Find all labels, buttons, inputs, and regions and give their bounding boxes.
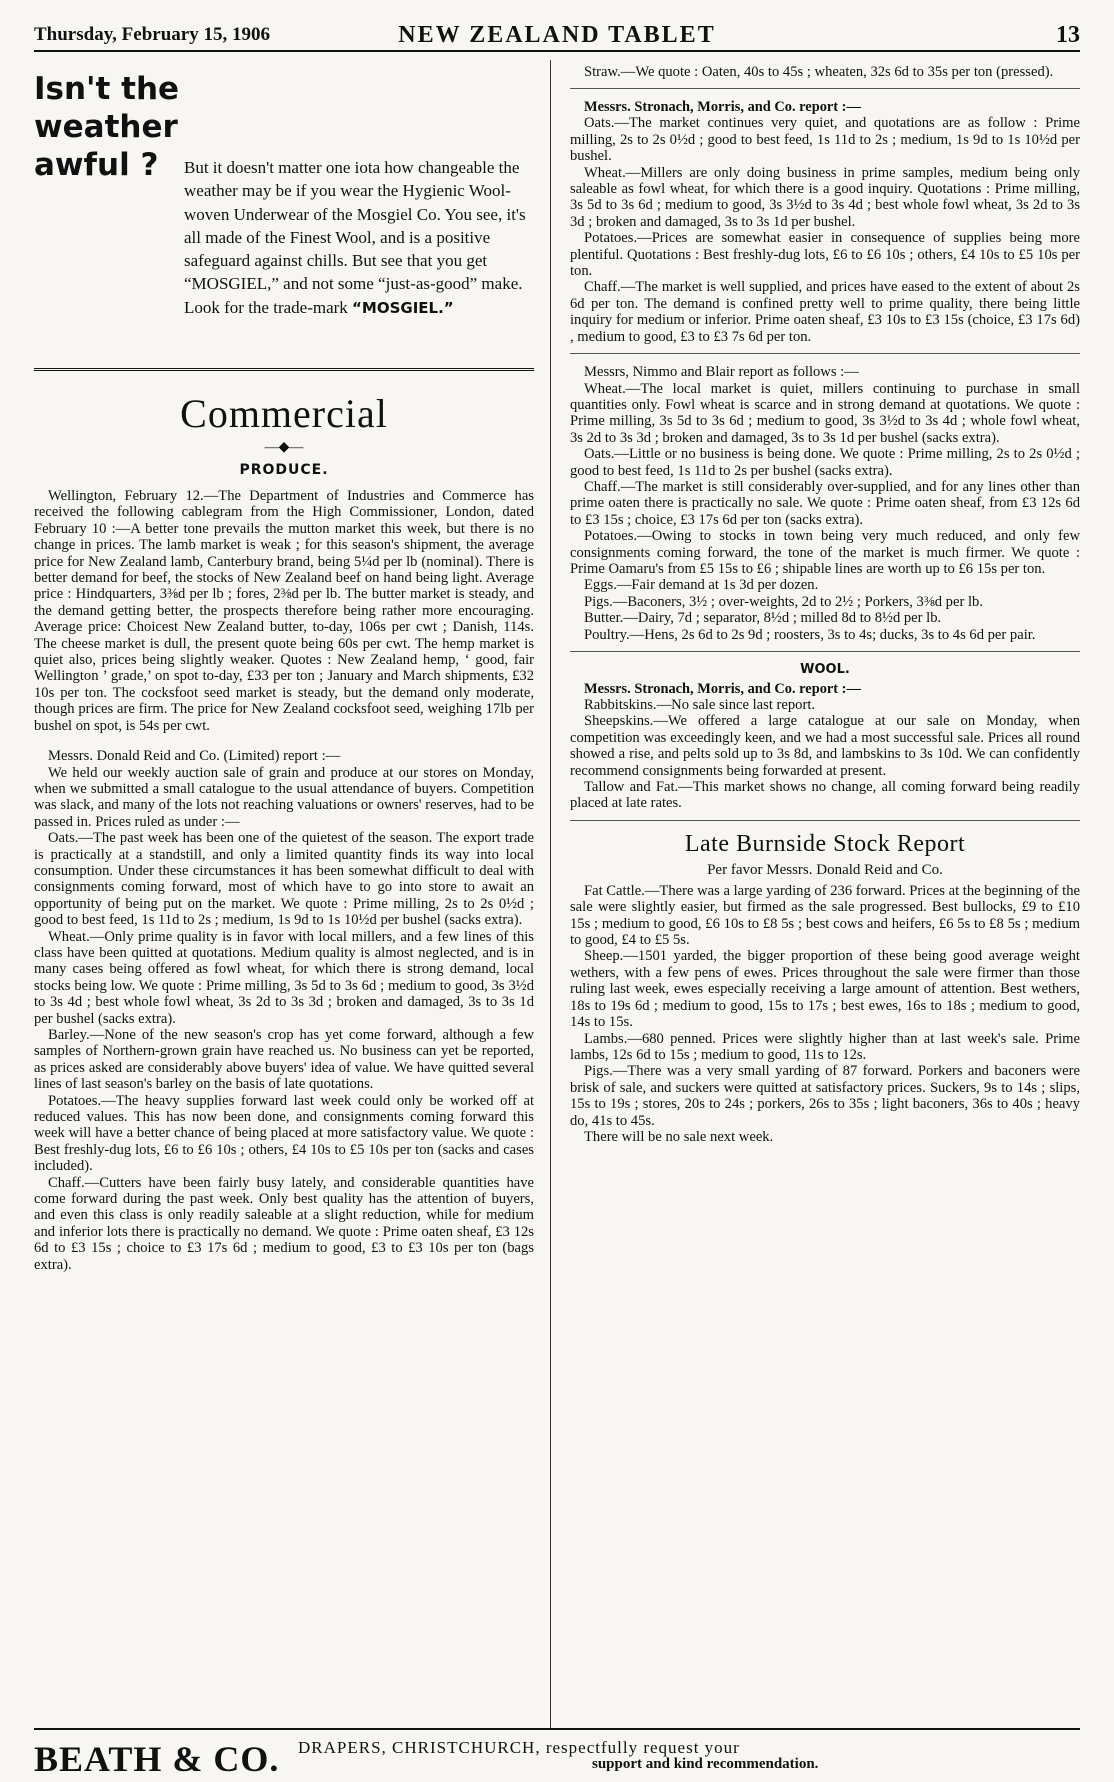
wellington-report: Wellington, February 12.—The Department of Industries and Commerce has received the following cablegram from the High Commissioner, London, dated February 10 :—A better tone prevails the mutton market this week, but there is no change in prices. The lamb market is weak ; for this season's shipment, the average price for New Zealand lamb, Canterbury brand, being 5¼d per lb (nominal). There is better demand for beef, the stocks of New Zealand beef on hand being light. Average price : Hindquarters, 3⅜d per lb ; fores, 2⅜d per lb. The butter market is steady, and the demand getting better, the prospects therefore being rather more encouraging. Average price: Choicest New Zealand butter, to-day, 106s per cwt ; Danish, 114s. The cheese market is dull, the present quote being 60s per cwt. The hemp market is quiet also, prices being slightly weaker. Quotes : New Zealand hemp, ‘ good, fair Wellington ’ grade,’ on spot to-day, £33 per ton ; January and March shipments, £32 10s per ton. The cocksfoot seed market is steady, but the demand only moderate, though prices are firm. The price for New Zealand cocksfoot seed, weighing 17lb per bushel on spot, is 54s per cwt. — [34, 488, 534, 734]
footer-advertisement — [34, 1728, 1080, 1780]
stronach-heading: Messrs. Stronach, Morris, and Co. report :— — [584, 99, 861, 116]
donald-reid-paragraph: Straw.—We quote : Oaten, 40s to 45s ; wheaten, 32s 6d to 35s per ton (pressed). — [584, 64, 1054, 80]
right-column — [570, 64, 1080, 1145]
donald-reid-paragraph: Wheat.—Only prime quality is in favor with local millers, and a few lines of this class have been quitted at quotations. Medium quality is almost neglected, and is in many cases being offered as fowl wheat, for which there is strong demand, local stocks being low. We quote : Prime milling, 3s 5d to 3s 6d ; medium to good, 3s 3½d to 3s 4d ; best whole fowl wheat, 3s 2d to 3s 3d ; broken and damaged, 3s to 3s 1d per bushel (sacks extra). — [34, 928, 534, 1027]
footer-tagline: DRAPERS, CHRISTCHURCH, respectfully request your — [298, 1738, 740, 1757]
nimmo-paragraph: Eggs.—Fair demand at 1s 3d per dozen. — [584, 577, 819, 594]
nimmo-paragraph: Oats.—Little or no business is being done. We quote : Prime milling, 2s to 2s 0½d ; good to best feed, 1s 11d to 2s per bushel (sacks extra). — [570, 446, 1080, 479]
burnside-paragraph: Fat Cattle.—There was a large yarding of 236 forward. Prices at the beginning of the sale were slightly easier, but firmed as the sale progressed. Best bullocks, £9 to £10 15s ; medium to good, £6 10s to £8 5s ; best cows and heifers, £6 5s to £8 5s ; medium to good, £4 to £5 5s. — [570, 882, 1080, 949]
footer-tagline-2: support and kind recommendation. — [592, 1756, 819, 1772]
issue-date: Thursday, February 15, 1906 — [34, 24, 270, 45]
burnside-paragraph: There will be no sale next week. — [584, 1128, 774, 1145]
section-divider — [570, 651, 1080, 652]
stronach-paragraph: Potatoes.—Prices are somewhat easier in consequence of supplies being more plentiful. Quotations : Best freshly-dug lots, £6 to £6 10s ; others, £4 10s to £5 10s per ton. — [570, 230, 1080, 280]
mosgiel-advertisement — [34, 64, 534, 370]
wool-paragraph: Rabbitskins.—No sale since last report. — [584, 697, 816, 713]
column-divider — [550, 60, 551, 1728]
nimmo-paragraph: Potatoes.—Owing to stocks in town being very much reduced, and only few consignments coming forward, the tone of the market is much firmer. We quote : Prime Oamaru's from £5 15s to £6 ; shipable lines are worth up to £6 15s per ton. — [570, 528, 1080, 577]
burnside-paragraph: Pigs.—There was a very small yarding of 87 forward. Porkers and baconers were brisk of sale, and suckers were quitted at satisfactory prices. Suckers, 9s to 14s ; slips, 15s to 19s ; stores, 20s to 24s ; porkers, 26s to 35s ; light baconers, 36s to 40s ; heavy do, 41s to 45s. — [570, 1063, 1080, 1129]
wool-report-heading: Messrs. Stronach, Morris, and Co. report :— — [584, 681, 861, 697]
donald-reid-paragraph: Oats.—The past week has been one of the quietest of the season. The export trade is practically at a standstill, and only a limited quantity finds its way into local consumption. Under these circumstances it has been somewhat difficult to deal with consignments coming forward, most of which have to go into store to await an opportunity of being put on the market. We quote : Prime milling, 2s to 2s 0½d ; good to best feed, 1s 11d to 2s ; medium, 1s 9d to 1s 10½d per bushel (sacks extra). — [34, 830, 534, 929]
produce-heading: PRODUCE. — [239, 462, 329, 478]
section-divider — [570, 353, 1080, 354]
stronach-paragraph: Wheat.—Millers are only doing business in prime samples, medium being only saleable as fowl wheat, for which there is a good inquiry. Quotations : Prime milling, 3s 5d to 3s 6d ; medium to good, 3s 3½d to 3s 4d ; best whole fowl wheat, 3s 2d to 3s 3d ; broken and damaged, 3s to 3s 1d per bushel. — [570, 164, 1080, 230]
stronach-paragraph: Oats.—The market continues very quiet, and quotations are as follow : Prime milling, 2s to 2s 0½d ; good to best feed, 1s 11d to 2s ; medium, 1s 9d to 1s 10½d per bushel. — [570, 115, 1080, 165]
nimmo-paragraph: Butter.—Dairy, 7d ; separator, 8½d ; milled 8d to 8½d per lb. — [584, 610, 942, 627]
stronach-paragraph: Chaff.—The market is well supplied, and prices have eased to the extent of about 2s 6d per ton. The demand is confined pretty well to prime quality, there being little inquiry for medium or inferior. Prime oaten sheaf, £3 10s to £3 15s (choice, £3 17s 6d) , medium to good, £3 to £3 7s 6d per ton. — [570, 279, 1080, 345]
nimmo-paragraph: Poultry.—Hens, 2s 6d to 2s 9d ; roosters, 3s to 4s; ducks, 3s to 4s 6d per pair. — [584, 626, 1036, 643]
donald-reid-paragraph: We held our weekly auction sale of grain and produce at our stores on Monday, when we submitted a small catalogue to the usual attendance of buyers. Competition was slack, and many of the lots not reaching valuations or owners' reserves, had to be passed in. Prices ruled as under :— — [34, 764, 534, 830]
burnside-subtitle: Per favor Messrs. Donald Reid and Co. — [707, 861, 943, 878]
donald-reid-paragraph: Chaff.—Cutters have been fairly busy lately, and considerable quantities have come forward during the past week. Only best quality has the attention of buyers, and even this class is only readily saleable at a slight reduction, while for medium and inferior lots there is practically no demand. We quote : Prime oaten sheaf, £3 12s 6d to £3 15s ; choice to £3 17s 6d ; medium to good, £3 to £3 10s per ton (bags extra). — [34, 1174, 534, 1273]
advert-headline: Isn't the weather awful ? — [34, 71, 180, 183]
page-number: 13 — [1056, 22, 1080, 48]
advert-text: But it doesn't matter one iota how changeable the weather may be if you wear the Hygienic Wool-woven Underwear of the Mosgiel Co. You see, it's all made of the Finest Wool, and is a positive safeguard against chills. But see that you get “MOSGIEL,” and not some “just-as-good” make. Look for the trade-mark — [184, 158, 526, 317]
nimmo-paragraph: Wheat.—The local market is quiet, millers continuing to purchase in small quantities only. Fowl wheat is scarce and in strong demand at quotations. We quote : Prime milling, 3s 5d to 3s 6d ; medium to good, 3s 3½d to 3s 4d ; whole fowl wheat, 3s 2d to 3s 3d ; broken and damaged, 3s to 3s 1d per bushel (sacks extra). — [570, 380, 1080, 446]
nimmo-paragraph: Pigs.—Baconers, 3½ ; over-weights, 2d to 2½ ; Porkers, 3⅜d per lb. — [584, 593, 983, 610]
donald-reid-paragraph: Barley.—None of the new season's crop has yet come forward, although a few samples of Northern-grown grain have reached us. No business can yet be reported, as prices asked are considerably above buyers' idea of value. We have quitted several lines of last season's barley on the basis of late quotations. — [34, 1027, 534, 1093]
section-divider — [570, 88, 1080, 89]
wool-paragraph: Tallow and Fat.—This market shows no change, all coming forward being readily placed at late rates. — [570, 779, 1080, 812]
section-divider — [570, 820, 1080, 821]
left-column — [34, 64, 534, 1273]
advert-trademark: “MOSGIEL.” — [352, 298, 454, 317]
advert-body — [184, 156, 534, 320]
ornament-divider: —◆— — [264, 440, 304, 455]
newspaper-title: NEW ZEALAND TABLET — [398, 22, 716, 48]
advert-divider — [34, 368, 534, 371]
nimmo-paragraph: Chaff.—The market is still considerably over-supplied, and for any lines other than prime oaten there is practically no sale. We quote : Prime oaten sheaf, from £3 12s 6d to £3 15s ; choice, £3 17s 6d per ton (sacks extra). — [570, 478, 1080, 528]
masthead — [34, 22, 1080, 52]
footer-brand: BEATH & CO. — [34, 1739, 280, 1779]
section-title-commercial: Commercial — [180, 391, 388, 436]
donald-reid-heading: Messrs. Donald Reid and Co. (Limited) report :— — [48, 748, 341, 765]
burnside-paragraph: Lambs.—680 penned. Prices were slightly higher than at last week's sale. Prime lambs, 12s 6d to 15s ; medium to good, 11s to 12s. — [570, 1030, 1080, 1063]
burnside-paragraph: Sheep.—1501 yarded, the bigger proportion of these being good average weight wethers, with a few pens of ewes. Prices throughout the sale were firmer than those ruling last week, ewes especially receiving a large amount of attention. Best wethers, 18s to 19s 6d ; medium to good, 15s to 17s ; best ewes, 16s to 18s ; medium to good, 14s to 15s. — [570, 948, 1080, 1031]
wool-heading: WOOL. — [800, 662, 850, 677]
nimmo-heading: Messrs, Nimmo and Blair report as follows :— — [584, 364, 859, 381]
wool-paragraph: Sheepskins.—We offered a large catalogue at our sale on Monday, when competition was exceedingly keen, and we had a most successful sale. Prices all round showed a rise, and pelts sold up to 3s 8d, and lambskins to 3s 10d. We can confidently recommend consignments being forwarded at present. — [570, 713, 1080, 779]
donald-reid-paragraph: Potatoes.—The heavy supplies forward last week could only be worked off at reduced values. This has now been done, and consignments coming forward this week will have a better chance of being placed at more satisfactory value. We quote : Best freshly-dug lots, £6 to £6 10s ; others, £4 10s to £5 10s per ton (sacks and cases included). — [34, 1092, 534, 1175]
burnside-title: Late Burnside Stock Report — [684, 830, 966, 857]
